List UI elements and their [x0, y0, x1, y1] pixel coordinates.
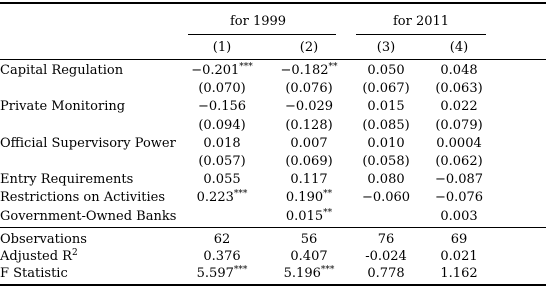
cell-value: −0.156	[197, 99, 247, 115]
table-row-cell	[435, 81, 482, 97]
table-row-cell	[198, 99, 246, 115]
group-header-1999: for 1999	[229, 14, 287, 29]
cell-value: (0.128)	[285, 117, 333, 133]
cell-value: 0.117	[290, 172, 328, 188]
table-row-label	[0, 63, 123, 79]
cell-value: (0.094)	[198, 117, 246, 133]
table-row-label-text: Capital Regulation	[0, 63, 124, 78]
header-rule	[0, 59, 546, 60]
cell-value: 5.196	[283, 266, 321, 281]
table-row-cell	[197, 190, 248, 206]
table-row-cell	[290, 172, 327, 188]
table-row-cell	[290, 136, 327, 152]
cell-value: (0.085)	[362, 117, 410, 133]
cell-value: (0.079)	[435, 117, 483, 133]
table-row-cell	[367, 99, 404, 115]
cell-value: 0.003	[440, 208, 478, 224]
cell-value: 0.022	[440, 99, 478, 115]
cell-value: −0.060	[361, 190, 411, 206]
cell-value: (0.057)	[198, 154, 246, 169]
table-row-label-text: Restrictions on Activities	[0, 190, 166, 206]
cell-value: (0.058)	[362, 154, 410, 169]
cell-value: 5.597	[196, 266, 234, 281]
cell-value: 1.162	[440, 266, 478, 281]
table-row-cell	[286, 209, 332, 225]
significance-stars: **	[323, 207, 333, 218]
stat-row-label-text: F Statistic	[0, 266, 68, 281]
cell-value: 0.055	[203, 172, 241, 188]
table-row-label-text: Government-Owned Banks	[0, 208, 177, 224]
stats-rule	[0, 227, 546, 228]
cell-value: 0.010	[367, 135, 405, 151]
stat-row-cell	[284, 266, 335, 282]
table-row-cell	[362, 118, 409, 134]
table-row-cell	[440, 209, 477, 225]
cell-value: 0.007	[290, 135, 328, 151]
table-row-cell	[367, 172, 404, 188]
table-row-label-text: Private Monitoring	[0, 99, 126, 115]
table-row-cell	[440, 99, 477, 115]
table-row-cell	[280, 63, 337, 79]
significance-stars: ***	[320, 265, 335, 275]
significance-stars: ***	[239, 62, 253, 72]
table-row-label	[0, 99, 125, 115]
stat-row-cell	[365, 249, 407, 265]
cell-value: (0.076)	[285, 81, 333, 97]
cell-value: 0.0004	[436, 135, 482, 151]
stat-row-cell	[451, 232, 468, 248]
group-rule-1999	[188, 34, 336, 35]
table-row-cell	[367, 136, 404, 152]
table-row-label	[0, 209, 176, 225]
cell-value: −0.182	[280, 63, 329, 78]
significance-stars: **	[323, 189, 333, 200]
table-row-cell	[435, 190, 483, 206]
stat-row-cell	[378, 232, 395, 248]
cell-value: 0.376	[203, 249, 241, 264]
cell-value: 69	[450, 232, 468, 247]
table-row-cell	[362, 190, 410, 206]
cell-value: 0.018	[203, 135, 241, 151]
table-row-cell	[436, 136, 482, 152]
cell-value: −0.029	[284, 99, 334, 115]
cell-value: 62	[213, 232, 231, 247]
cell-value: (0.069)	[285, 154, 333, 169]
cell-value: 0.407	[290, 249, 328, 264]
stat-row-cell	[290, 249, 327, 265]
significance-stars: ***	[233, 265, 248, 275]
table-row-cell	[440, 63, 477, 79]
cell-value: 0.050	[367, 63, 405, 78]
stat-row-label	[0, 249, 78, 265]
cell-value: −0.087	[434, 172, 484, 188]
stat-row-cell	[301, 232, 318, 248]
cell-value: 76	[377, 232, 395, 247]
table-row-cell	[367, 63, 404, 79]
cell-value: (0.070)	[198, 81, 246, 97]
stat-row-label-text: Observations	[0, 232, 87, 247]
cell-value: 0.021	[440, 249, 478, 264]
table-row-cell	[198, 154, 245, 170]
column-header-2: (2)	[299, 40, 319, 55]
cell-value: 0.778	[367, 266, 405, 281]
stat-row-cell	[440, 249, 477, 265]
table-row-cell	[286, 190, 332, 206]
column-header-4: (4)	[449, 40, 469, 55]
table-row-cell	[203, 172, 240, 188]
cell-value: (0.067)	[362, 81, 410, 97]
bottom-rule	[0, 284, 546, 286]
cell-value: −0.201	[191, 63, 240, 78]
cell-value: (0.062)	[435, 154, 483, 169]
cell-value: 0.048	[440, 63, 478, 78]
stat-row-cell	[214, 232, 231, 248]
table-row-label-text: Entry Requirements	[0, 172, 134, 188]
cell-value: 0.015	[285, 208, 324, 224]
cell-value: 0.015	[367, 99, 405, 115]
group-rule-2011	[356, 34, 486, 35]
stat-row-label	[0, 232, 87, 248]
cell-value: 56	[300, 232, 318, 247]
significance-stars: ***	[233, 189, 248, 200]
column-header-1: (1)	[212, 40, 232, 55]
cell-value: (0.063)	[435, 81, 483, 97]
cell-value: 0.223	[196, 190, 234, 206]
table-row-cell	[198, 81, 245, 97]
significance-stars: **	[328, 62, 338, 72]
group-header-2011: for 2011	[392, 14, 450, 29]
stat-row-cell	[203, 249, 240, 265]
table-row-label-text: Official Supervisory Power	[0, 135, 176, 151]
table-row-cell	[198, 118, 245, 134]
stat-row-label	[0, 266, 68, 282]
table-row-cell	[203, 136, 240, 152]
cell-value: 0.080	[367, 172, 405, 188]
stat-row-label-text: Adjusted R	[0, 249, 72, 264]
table-row-cell	[285, 154, 332, 170]
table-row-label	[0, 190, 165, 206]
cell-value: 0.190	[285, 190, 324, 206]
stat-row-label-superscript: 2	[71, 248, 78, 258]
table-row-cell	[435, 118, 482, 134]
table-row-cell	[435, 154, 482, 170]
table-row-cell	[362, 81, 409, 97]
table-row-cell	[435, 172, 483, 188]
table-row-cell	[285, 99, 333, 115]
cell-value: -0.024	[365, 249, 407, 264]
top-rule	[0, 2, 546, 4]
table-row-cell	[285, 81, 332, 97]
column-header-3: (3)	[376, 40, 396, 55]
table-row-label	[0, 172, 133, 188]
table-row-label	[0, 136, 176, 152]
stat-row-cell	[197, 266, 248, 282]
table-row-cell	[362, 154, 409, 170]
table-row-cell	[285, 118, 332, 134]
table-row-cell	[191, 63, 253, 79]
stat-row-cell	[367, 266, 404, 282]
cell-value: −0.076	[434, 190, 484, 206]
stat-row-cell	[440, 266, 477, 282]
